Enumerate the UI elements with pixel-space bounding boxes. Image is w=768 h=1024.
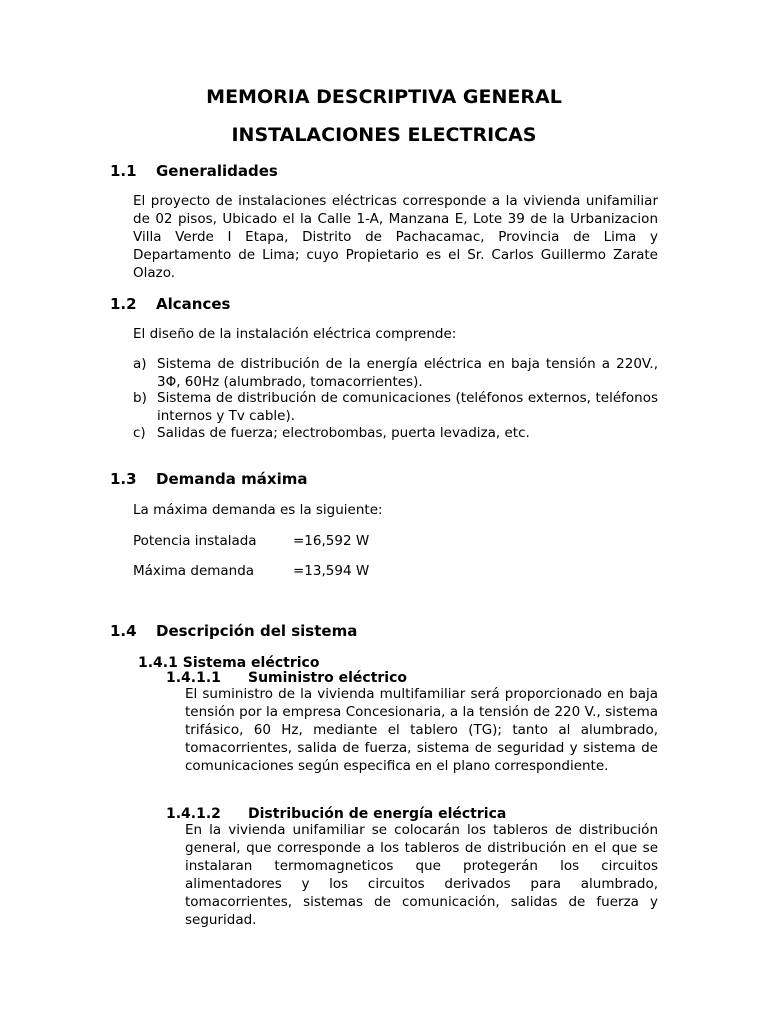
section-1-1-heading — [110, 162, 278, 180]
demand-row — [133, 562, 369, 580]
section-1-2-intro: El diseño de la instalación eléctrica comprende: — [133, 326, 457, 342]
list-marker: c) — [133, 425, 146, 441]
subsection-1-4-1-1-paragraph: El suministro de la vivienda multifamiliar será proporcionado en baja tensión por la empresa Concesionaria, a la tensión de 220 V., sistema trifásico, 60 Hz, mediante el tablero (TG); tanto al alumbrado, tomacorrientes, salida de fuerza, sistema de seguridad y sistema de comunicaciones según especifica en el plano correspondiente. — [185, 686, 658, 774]
list-item — [133, 424, 658, 442]
list-item — [133, 355, 658, 391]
subsection-1-4-1-2-heading — [166, 806, 506, 822]
list-marker: b) — [133, 390, 147, 406]
demand-label: Máxima demanda — [133, 563, 255, 579]
subsection-title: Suministro eléctrico — [248, 670, 408, 686]
list-item — [133, 389, 658, 425]
section-title: Descripción del sistema — [156, 622, 358, 640]
subsection-1-4-1-2-paragraph: En la vivienda unifamiliar se colocarán los tableros de distribución general, que corresponde a los tableros de distribución en el que se instalaran termomagneticos que protegerán los circuitos alimentadores y los circuitos derivados para alumbrado, tomacorrientes, sistemas de comunicación, salidas de fuerza y seguridad. — [185, 822, 658, 928]
demand-row — [133, 532, 369, 550]
section-1-3-heading — [110, 470, 307, 488]
section-1-2-heading — [110, 295, 230, 313]
list-marker: a) — [133, 356, 147, 372]
demand-label: Potencia instalada — [133, 533, 257, 549]
section-number: 1.3 — [110, 470, 137, 488]
subsection-title: Distribución de energía eléctrica — [248, 806, 507, 822]
subsection-number: 1.4.1.1 — [166, 670, 221, 686]
list-item-text: Sistema de distribución de comunicaciones (teléfonos externos, teléfonos internos y Tv cable). — [157, 390, 658, 424]
list-item-text: Salidas de fuerza; electrobombas, puerta levadiza, etc. — [157, 425, 530, 441]
subsection-1-4-1-1-heading — [166, 670, 407, 686]
demand-value: =13,594 W — [293, 563, 370, 579]
section-number: 1.1 — [110, 162, 137, 180]
section-1-1-paragraph: El proyecto de instalaciones eléctricas corresponde a la vivienda unifamiliar de 02 pisos, Ubicado el la Calle 1-A, Manzana E, Lote 39 de la Urbanizacion Villa Verde I Etapa, Distrito de Pachacamac, Provincia de Lima y Departamento de Lima; cuyo Propietario es el Sr. Carlos Guillermo Zarate Olazo. — [133, 193, 658, 281]
section-1-3-intro: La máxima demanda es la siguiente: — [133, 502, 383, 518]
section-1-4-heading — [110, 622, 357, 640]
section-title: Generalidades — [156, 162, 278, 180]
section-title: Demanda máxima — [156, 470, 308, 488]
document-title: MEMORIA DESCRIPTIVA GENERAL — [206, 86, 562, 108]
section-number: 1.2 — [110, 295, 137, 313]
section-number: 1.4 — [110, 622, 137, 640]
demand-value: =16,592 W — [293, 533, 370, 549]
subsection-1-4-1-heading: 1.4.1 Sistema eléctrico — [138, 655, 320, 671]
subsection-number: 1.4.1.2 — [166, 806, 221, 822]
section-title: Alcances — [156, 295, 231, 313]
document-subtitle: INSTALACIONES ELECTRICAS — [231, 124, 537, 146]
list-item-text: Sistema de distribución de la energía eléctrica en baja tensión a 220V., 3Φ, 60Hz (alumbrado, tomacorrientes). — [157, 356, 658, 390]
